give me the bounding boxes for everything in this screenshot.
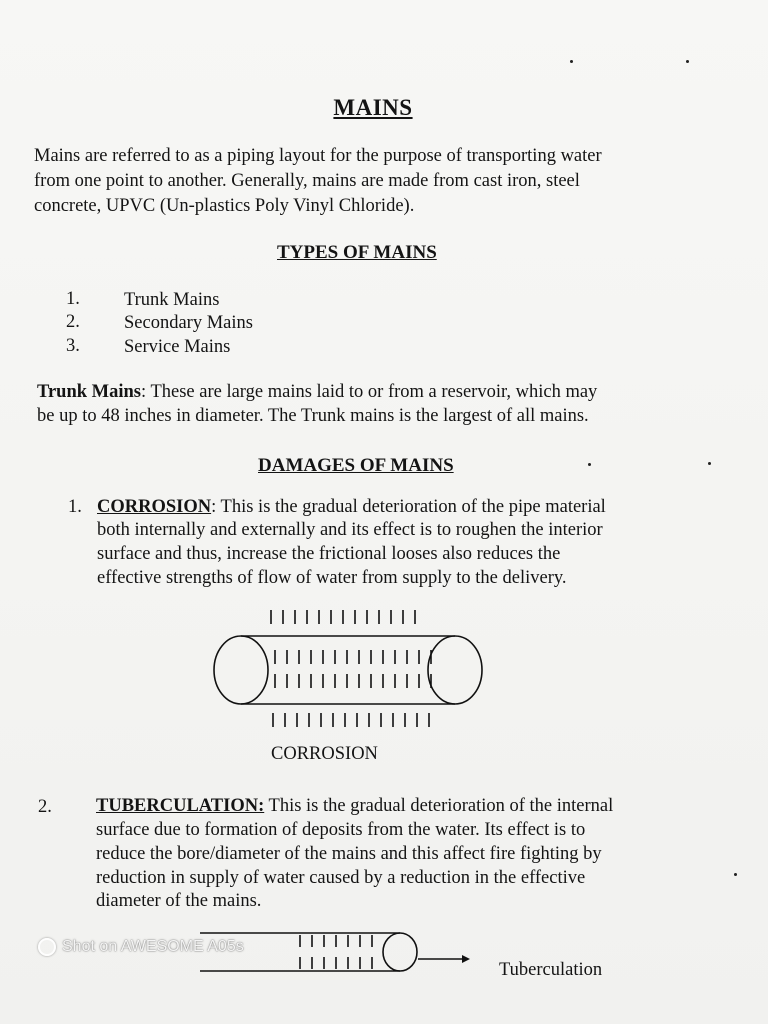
damages-heading: DAMAGES OF MAINS [258, 455, 454, 476]
tuberculation-number: 2. [38, 797, 52, 817]
tuberculation-ticks [300, 935, 372, 969]
corrosion-ticks-bottom [273, 713, 429, 727]
tuberculation-line-2: surface due to formation of deposits from the water. Its effect is to [96, 820, 586, 840]
types-item-2-label: Secondary Mains [124, 313, 253, 333]
trunk-mains-term: Trunk Mains [37, 382, 142, 402]
types-item-1-label: Trunk Mains [124, 290, 220, 310]
camera-lens-icon [38, 938, 56, 956]
scan-speck [708, 462, 711, 465]
intro-line-2: from one point to another. Generally, mains are made from cast iron, steel [34, 171, 580, 191]
flow-arrow-head [462, 955, 470, 963]
scan-speck [570, 60, 573, 63]
corrosion-text-1: : This is the gradual deterioration of the pipe material [211, 497, 606, 517]
types-item-1-number: 1. [66, 289, 80, 309]
page-title: MAINS [333, 95, 413, 120]
trunk-mains-line-1 [37, 379, 597, 405]
pipe-right-end [428, 636, 482, 704]
corrosion-line-4: effective strengths of flow of water from supply to the delivery. [97, 568, 567, 588]
corrosion-caption: CORROSION [271, 744, 378, 764]
tuberculation-line-5: diameter of the mains. [96, 891, 262, 911]
tuberculation-caption: Tuberculation [499, 960, 603, 980]
trunk-mains-line-2: be up to 48 inches in diameter. The Trunk mains is the largest of all mains. [37, 406, 589, 426]
tuberculation-term: TUBERCULATION: [96, 796, 265, 816]
types-heading: TYPES OF MAINS [277, 242, 437, 263]
types-item-3-number: 3. [66, 336, 80, 356]
pipe-left-end [214, 636, 268, 704]
intro-line-1: Mains are referred to as a piping layout for the purpose of transporting water [34, 146, 602, 166]
corrosion-number: 1. [68, 497, 82, 517]
types-item-3-label: Service Mains [124, 337, 231, 357]
tuberculation-line-4: reduction in supply of water caused by a reduction in the effective [96, 868, 586, 888]
types-item-2-number: 2. [66, 312, 80, 332]
scan-speck [686, 60, 689, 63]
corrosion-line-2: both internally and externally and its effect is to roughen the interior [97, 520, 603, 540]
tube-pipe-end [383, 933, 417, 971]
corrosion-term: CORROSION [97, 497, 212, 517]
corrosion-ticks-top [271, 610, 415, 624]
tuberculation-text-1: This is the gradual deterioration of the internal [264, 796, 614, 816]
corrosion-ticks-inner [275, 650, 431, 688]
corrosion-line-3: surface and thus, increase the frictional looses also reduces the [97, 544, 561, 564]
corrosion-pipe-diagram [205, 600, 495, 735]
trunk-mains-text-1: : These are large mains laid to or from a reservoir, which may [141, 382, 598, 402]
tuberculation-line-1 [96, 793, 613, 819]
scan-speck [734, 873, 737, 876]
tuberculation-line-3: reduce the bore/diameter of the mains and this affect fire fighting by [96, 844, 602, 864]
camera-watermark [38, 938, 244, 956]
scan-speck [588, 463, 591, 466]
intro-line-3: concrete, UPVC (Un-plastics Poly Vinyl Chloride). [34, 196, 415, 216]
watermark-text: Shot on AWESOME A05s [62, 938, 244, 955]
